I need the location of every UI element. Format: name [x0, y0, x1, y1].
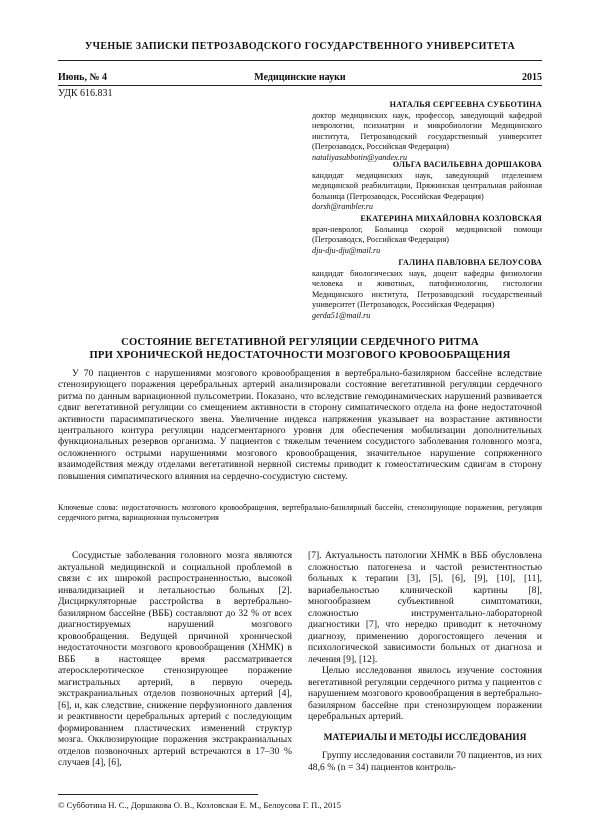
section-name: Медицинские науки	[254, 72, 346, 83]
section-heading-methods: МАТЕРИАЛЫ И МЕТОДЫ ИССЛЕДОВАНИЯ	[323, 732, 527, 743]
issue-number: Июнь, № 4	[58, 72, 108, 83]
author-email[interactable]: nataliyasubbotin@yandex.ru	[312, 152, 408, 162]
year: 2015	[522, 72, 542, 83]
author-block	[312, 258, 542, 322]
body-paragraph: [7]. Актуальность патологии ХНМК в ВББ обусловлена сложностью патогенеза и частой резистентностью больных к терапии [3], [5], [6], [9], [10], [11], вариабельностью клинической картины [8], многообразием субъективной симптоматики, сложностью инструментально-лабораторной диагностики [7], что нередко приводит к неточному диагнозу, применению дорогостоящего лечения и психологической зависимости больных от диагноза и лечения [9], [12].	[308, 550, 542, 665]
journal-title: УЧЕНЫЕ ЗАПИСКИ ПЕТРОЗАВОДСКОГО ГОСУДАРСТВЕННОГО УНИВЕРСИТЕТА	[84, 41, 516, 52]
author-name: ЕКАТЕРИНА МИХАЙЛОВНА КОЗЛОВСКАЯ	[360, 214, 542, 223]
abstract: У 70 пациентов с нарушениями мозгового кровообращения в вертебрально-базилярном бассейне вследствие стенозирующего поражения церебральных артерий анализировали состояние вегетативной регуляции сердечного ритма по данным вариационной пульсометрии. Показано, что вследствие гемодинамических нарушений развивается сдвиг вегетативной регуляции со смещением активности в сторону симпатического отдела на фоне недостаточной активности парасимпатического звена. Увеличение индекса напряжения указывает на возрастание активности центрального контура регуляции надсегментарного уровня для обеспечения мобилизации дополнительных функциональных резервов организма. У пациентов с тяжелым течением сосудистого заболевания головного мозга, осложненного острыми нарушениями мозгового кровообращения, значительное нарушение сопряженного взаимодействия между отделами вегетативной нервной системы приводит к гомеостатическим сдвигам в сторону повышения симпатического влияния на сердечно-сосудистую систему.	[58, 368, 542, 482]
udk-code: УДК 616.831	[58, 88, 113, 99]
author-email[interactable]: dju-dju-dju@mail.ru	[312, 245, 381, 255]
author-name: НАТАЛЬЯ СЕРГЕЕВНА СУББОТИНА	[389, 100, 542, 109]
footnote-rule	[58, 794, 258, 795]
header-rule-bottom	[58, 85, 542, 86]
author-block	[312, 160, 542, 213]
title-line: СОСТОЯНИЕ ВЕГЕТАТИВНОЙ РЕГУЛЯЦИИ СЕРДЕЧНОГО РИТМА	[121, 337, 479, 348]
author-name: ОЛЬГА ВАСИЛЬЕВНА ДОРШАКОВА	[392, 160, 542, 169]
copyright-notice: © Субботина Н. С., Доршакова О. В., Козловская Е. М., Белоусова Г. П., 2015	[58, 800, 341, 810]
body-paragraph: Сосудистые заболевания головного мозга являются актуальной медицинской и социальной проблемой в связи с их широкой распространенностью, высокой инвалидизацией и летальностью больных [2]. Дисциркуляторные расстройства в вертебрально-базилярном бассейне (ВББ) составляют до 32 % от всех диагностируемых нарушений мозгового кровообращения. Ведущей причиной хронической недостаточности мозгового кровообращения (ХНМК) в ВББ в настоящее время рассматривается атеросклеротическое стенозирующее поражение магистральных артерий, в первую очередь экстракраниальных отделов позвоночных артерий [4], [6], и, как следствие, снижение перфузионного давления и реактивности церебральных артерий с последующим формированием пластических изменений структур мозга. Окклюзирующие поражения экстракраниальных отделов позвоночных артерий встречаются в 17–30 % случаев [4], [6],	[58, 550, 292, 768]
title-line: ПРИ ХРОНИЧЕСКОЙ НЕДОСТАТОЧНОСТИ МОЗГОВОГО КРОВООБРАЩЕНИЯ	[89, 350, 511, 361]
author-name: ГАЛИНА ПАВЛОВНА БЕЛОУСОВА	[398, 258, 542, 267]
body-paragraph: Целью исследования явилось изучение состояния вегетативной регуляции сердечного ритма у пациентов с нарушением мозгового кровообращения в вертебрально-базилярном бассейне при стенозирующем поражении церебральных артерий.	[308, 665, 542, 722]
author-affiliation: доктор медицинских наук, профессор, заведующий кафедрой неврологии, психиатрии и микробиологии Медицинского института, Петрозаводский государственный университет (Петрозаводск, Российская Федерация)	[312, 110, 542, 152]
article-title	[58, 336, 542, 362]
author-email[interactable]: dorsh@rambler.ru	[312, 202, 373, 212]
author-affiliation: врач-невролог, Больница скорой медицинской помощи (Петрозаводск, Российская Федерация)	[312, 224, 542, 245]
body-column-right	[308, 550, 542, 773]
author-affiliation: кандидат медицинских наук, заведующий отделением медицинской реабилитации, Пряжинская центральная районная больница (Петрозаводск, Российская Федерация)	[312, 170, 542, 201]
body-paragraph: Группу исследования составили 70 пациентов, из них 48,6 % (n = 34) пациентов контроль-	[308, 750, 542, 773]
author-block	[312, 214, 542, 256]
body-column-left	[58, 550, 292, 769]
header-rule-top	[58, 60, 542, 61]
author-block	[312, 100, 542, 164]
author-email[interactable]: gerda51@mail.ru	[312, 310, 371, 320]
author-affiliation: кандидат биологических наук, доцент кафедры физиологии человека и животных, патофизиологии, гистологии Медицинского института, Петрозаводский государственный университет (Петрозаводск, Российская Федерация)	[312, 268, 542, 310]
keywords: Ключевые слова: недостаточность мозгового кровообращения, вертебрально-базилярный бассейн, стенозирующие поражения, регуляция сердечного ритма, вариационная пульсометрия	[58, 503, 542, 522]
